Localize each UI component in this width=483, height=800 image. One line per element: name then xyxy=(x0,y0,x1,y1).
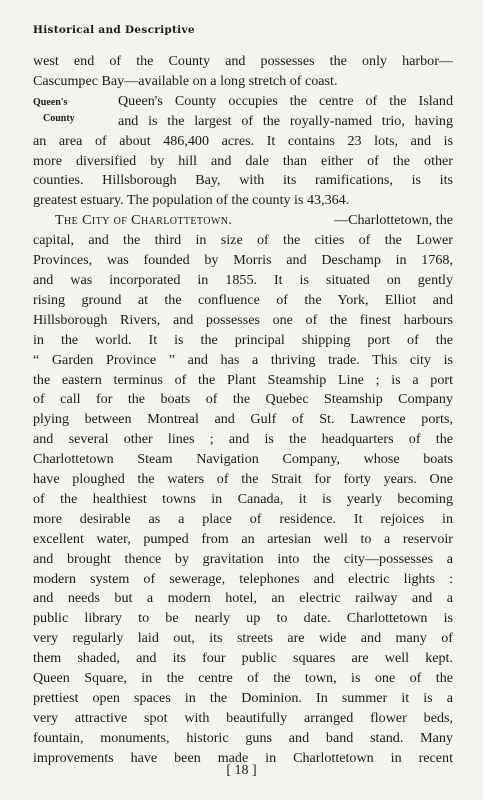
text-line: more desirable as a place of residence. It rejoices in xyxy=(33,510,453,527)
section-heading-line xyxy=(33,211,453,231)
section-heading: The City of Charlottetown. xyxy=(55,212,233,229)
text-line: them shaded, and its four public squares are well kept. xyxy=(33,650,453,667)
text-line: fountain, monuments, historic guns and band stand. Many xyxy=(33,729,453,746)
text-line: Queen Square, in the centre of the town, is one of the xyxy=(33,670,453,687)
text-line: the eastern terminus of the Plant Steamship Line ; is a port xyxy=(33,371,453,388)
side-note-line-1: Queen's xyxy=(33,97,68,108)
text-line: greatest estuary. The population of the county is 43,364. xyxy=(33,192,350,209)
text-line: capital, and the third in size of the cities of the Lower xyxy=(33,232,453,249)
text-line: very regularly laid out, its streets are wide and many of xyxy=(33,630,453,647)
text-line: modern system of sewerage, telephones and electric lights : xyxy=(33,570,453,587)
body-text xyxy=(33,52,453,769)
text-line: have ploughed the waters of the Strait for forty years. One xyxy=(33,471,453,488)
text-line: plying between Montreal and Gulf of St. Lawrence ports, xyxy=(33,411,453,428)
text-line: public library to be nearly up to date. Charlottetown is xyxy=(33,610,453,627)
text-line: and several other lines ; and is the headquarters of the xyxy=(33,431,453,448)
side-note-line-2: County xyxy=(43,113,75,124)
text-line: counties. Hillsborough Bay, with its ramifications, is its xyxy=(33,172,453,189)
text-line: and needs but a modern hotel, an electric railway and a xyxy=(33,590,453,607)
text-line: and is the largest of the royally-named trio, having xyxy=(118,112,453,129)
text-line: prettiest open spaces in the Dominion. In summer it is a xyxy=(33,690,453,706)
running-head: Historical and Descriptive xyxy=(33,24,195,36)
text-line: “ Garden Province ” and has a thriving trade. This city is xyxy=(33,351,453,368)
text-line: more diversified by hill and dale than either of the other xyxy=(33,152,453,169)
text-line: Provinces, was founded by Morris and Deschamp in 1768, xyxy=(33,252,453,269)
text-line: west end of the County and possesses the only harbor— xyxy=(33,53,453,69)
text-line: Cascumpec Bay—available on a long stretch of coast. xyxy=(33,72,338,89)
text-line: and was incorporated in 1855. It is situated on gently xyxy=(33,271,453,288)
text-line: very attractive spot with beautifully arranged flower beds, xyxy=(33,709,453,726)
text-line: an area of about 486,400 acres. It contains 23 lots, and is xyxy=(33,132,453,149)
text-line: excellent water, pumped from an artesian well to a reservoir xyxy=(33,530,453,547)
text-line: Hillsborough Rivers, and possesses one of the finest harbours xyxy=(33,311,453,328)
text-line: rising ground at the confluence of the York, Elliot and xyxy=(33,291,453,308)
text-line: and brought thence by gravitation into the city—possesses a xyxy=(33,550,453,567)
page-number: [ 18 ] xyxy=(226,763,257,778)
text-line: Charlottetown Steam Navigation Company, whose boats xyxy=(33,451,453,468)
text-line: in the world. It is the principal shipping port of the xyxy=(33,331,453,348)
text-line: Queen's County occupies the centre of the Island xyxy=(118,92,453,109)
text-line: improvements have been made in Charlottetown in recent xyxy=(33,749,453,766)
text-line: —Charlottetown, the xyxy=(334,212,453,229)
text-line: of the healthiest towns in Canada, it is yearly becoming xyxy=(33,490,453,507)
text-line: of call for the boats of the Quebec Steamship Company xyxy=(33,391,453,408)
